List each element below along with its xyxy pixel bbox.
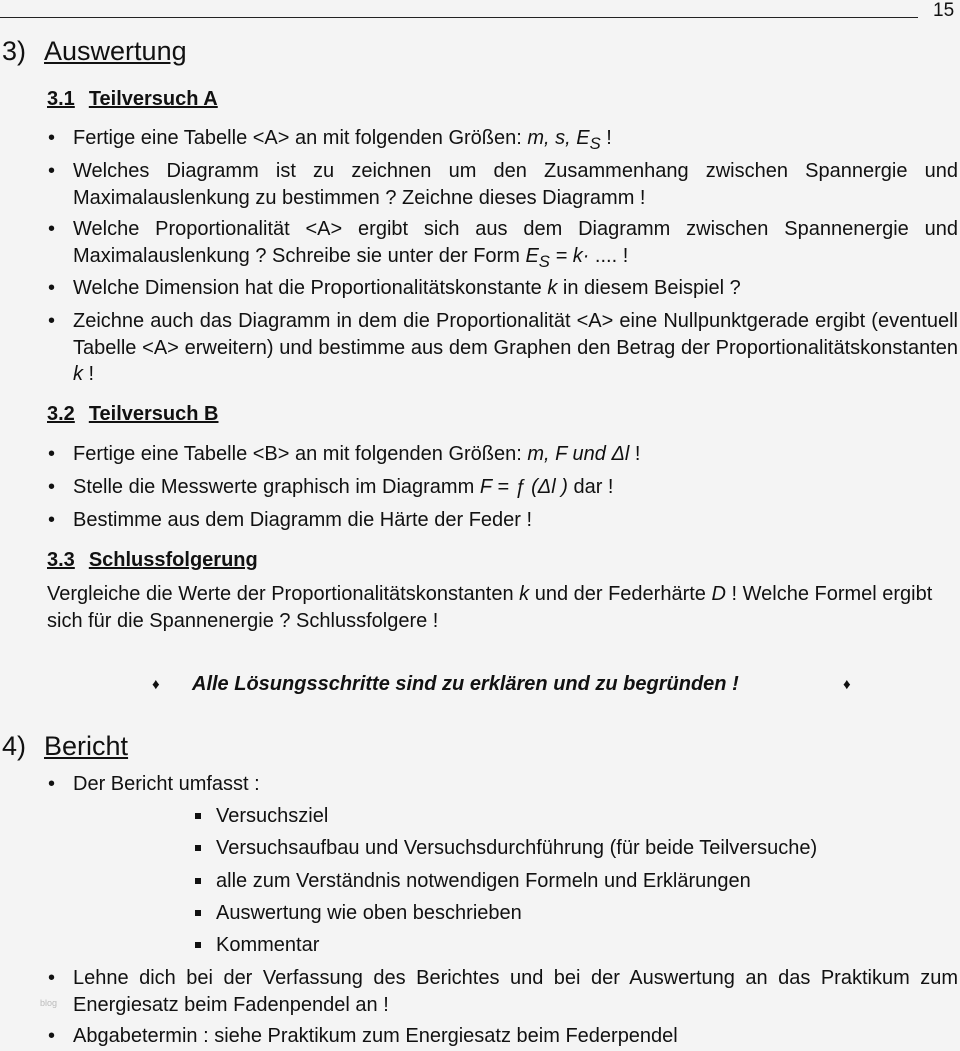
list-item: • Welche Dimension hat die Proportionalitätskonstante k in diesem Beispiel ? xyxy=(73,275,958,302)
list-item: • Stelle die Messwerte graphisch im Diagramm F = ƒ (Δl ) dar ! xyxy=(73,474,958,501)
watermark: blog xyxy=(40,998,58,1008)
list-item: • Welche Proportionalität <A> ergibt sich aus dem Diagramm zwischen Spannenergie und Maximalauslenkung ? Schreibe sie unter der Form $E_S = k\cdot$ .... ! xyxy=(73,216,958,275)
page-number: 15 xyxy=(933,0,955,21)
list-item: • Fertige eine Tabelle <A> an mit folgenden Größen: m, s, $E_S$ ! xyxy=(73,125,958,158)
sub-list-item: Versuchsaufbau und Versuchsdurchführung (für beide Teilversuche) xyxy=(216,837,818,859)
sub-list-item: Auswertung wie oben beschrieben xyxy=(216,902,522,924)
section-3-heading: 3) Auswertung xyxy=(2,36,187,66)
list-item: • Lehne dich bei der Verfassung des Berichtes und bei der Auswertung an das Praktikum zum Energiesatz beim Fadenpendel an ! xyxy=(73,965,958,1018)
section-3-2-heading: 3.2 Teilversuch B xyxy=(47,403,219,425)
diamond-icon: ♦ xyxy=(152,676,160,693)
header-rule xyxy=(0,17,918,18)
conclusion-paragraph: Vergleiche die Werte der Proportionalitätskonstanten k und der Federhärte D ! Welche Formel ergibt sich für die Spannenergie ? Schlussfolgere ! xyxy=(47,583,933,632)
list-item: • Der Bericht umfasst : xyxy=(73,771,958,798)
list-item: • Zeichne auch das Diagramm in dem die Proportionalität <A> eine Nullpunktgerade ergibt (eventuell Tabelle <A> erweitern) und bestimme aus dem Graphen den Betrag der Proportionalitätskonstanten k ! xyxy=(73,308,958,388)
section-3-1-heading: 3.1 Teilversuch A xyxy=(47,88,218,110)
list-item: • Fertige eine Tabelle <B> an mit folgenden Größen: m, F und Δl ! xyxy=(73,441,958,468)
instruction-note: Alle Lösungsschritte sind zu erklären und zu begründen ! xyxy=(192,673,739,695)
section-3-3-heading: 3.3 Schlussfolgerung xyxy=(47,549,258,571)
diamond-icon: ♦ xyxy=(843,676,851,693)
list-item: • Abgabetermin : siehe Praktikum zum Energiesatz beim Federpendel xyxy=(73,1023,958,1050)
list-item: • Bestimme aus dem Diagramm die Härte der Feder ! xyxy=(73,507,958,534)
sub-list-item: Versuchsziel xyxy=(216,805,329,827)
sub-list-item: Kommentar xyxy=(216,934,320,956)
list-item: • Welches Diagramm ist zu zeichnen um den Zusammenhang zwischen Spannergie und Maximalauslenkung zu bestimmen ? Zeichne dieses Diagramm ! xyxy=(73,158,958,211)
section-4-heading: 4) Bericht xyxy=(2,731,129,761)
sub-list-item: alle zum Verständnis notwendigen Formeln und Erklärungen xyxy=(216,870,751,892)
